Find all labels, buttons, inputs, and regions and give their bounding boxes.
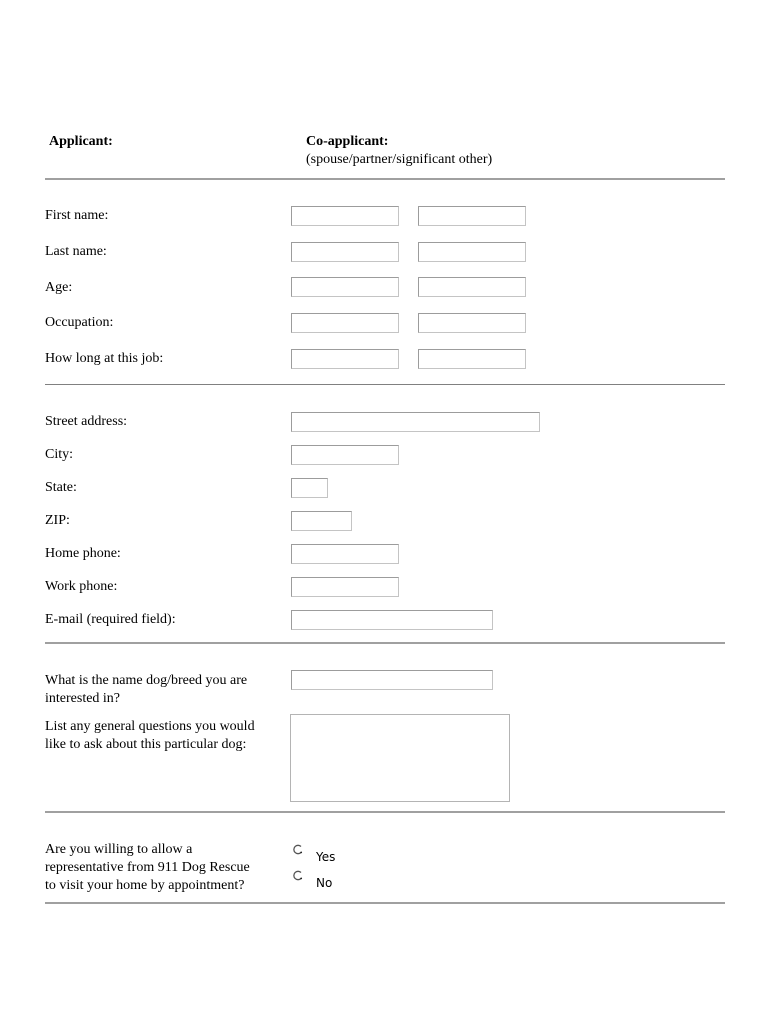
home-visit-question-line1: Are you willing to allow a xyxy=(45,842,193,857)
dog-breed-input[interactable] xyxy=(291,670,493,690)
age-label: Age: xyxy=(45,280,73,295)
email-label: E-mail (required field): xyxy=(45,612,176,627)
zip-input[interactable] xyxy=(291,511,352,531)
coapplicant-job-length-input[interactable] xyxy=(418,349,526,369)
coapplicant-age-input[interactable] xyxy=(418,277,526,297)
divider xyxy=(45,902,725,904)
work-phone-label: Work phone: xyxy=(45,579,118,594)
dog-breed-question-line1: What is the name dog/breed you are xyxy=(45,673,248,688)
coapplicant-last-name-input[interactable] xyxy=(418,242,526,262)
first-name-label: First name: xyxy=(45,208,109,223)
coapplicant-occupation-input[interactable] xyxy=(418,313,526,333)
divider xyxy=(45,178,725,180)
applicant-occupation-input[interactable] xyxy=(291,313,399,333)
dog-questions-textarea[interactable] xyxy=(290,714,510,802)
street-address-input[interactable] xyxy=(291,412,540,432)
dog-questions-label-line1: List any general questions you would xyxy=(45,719,255,734)
city-label: City: xyxy=(45,447,74,462)
home-visit-question-line2: representative from 911 Dog Rescue xyxy=(45,860,250,875)
zip-label: ZIP: xyxy=(45,513,70,528)
home-phone-input[interactable] xyxy=(291,544,399,564)
state-input[interactable] xyxy=(291,478,328,498)
home-phone-label: Home phone: xyxy=(45,546,121,561)
job-length-label: How long at this job: xyxy=(45,351,164,366)
no-radio-button[interactable] xyxy=(292,870,303,881)
city-input[interactable] xyxy=(291,445,399,465)
dog-questions-label-line2: like to ask about this particular dog: xyxy=(45,737,247,752)
email-input[interactable] xyxy=(291,610,493,630)
coapplicant-subheading: (spouse/partner/significant other) xyxy=(306,152,493,167)
yes-radio-label: Yes xyxy=(316,850,336,864)
dog-breed-question-line2: interested in? xyxy=(45,691,121,706)
last-name-label: Last name: xyxy=(45,244,107,259)
applicant-age-input[interactable] xyxy=(291,277,399,297)
no-radio-label: No xyxy=(316,876,333,890)
street-address-label: Street address: xyxy=(45,414,128,429)
yes-radio-button[interactable] xyxy=(292,844,303,855)
state-label: State: xyxy=(45,480,77,495)
home-visit-question-line3: to visit your home by appointment? xyxy=(45,878,245,893)
coapplicant-heading: Co-applicant: xyxy=(306,134,389,149)
applicant-heading: Applicant: xyxy=(49,134,113,149)
divider xyxy=(45,384,725,385)
occupation-label: Occupation: xyxy=(45,315,114,330)
coapplicant-first-name-input[interactable] xyxy=(418,206,526,226)
divider xyxy=(45,642,725,644)
divider xyxy=(45,811,725,813)
work-phone-input[interactable] xyxy=(291,577,399,597)
applicant-last-name-input[interactable] xyxy=(291,242,399,262)
applicant-job-length-input[interactable] xyxy=(291,349,399,369)
applicant-first-name-input[interactable] xyxy=(291,206,399,226)
